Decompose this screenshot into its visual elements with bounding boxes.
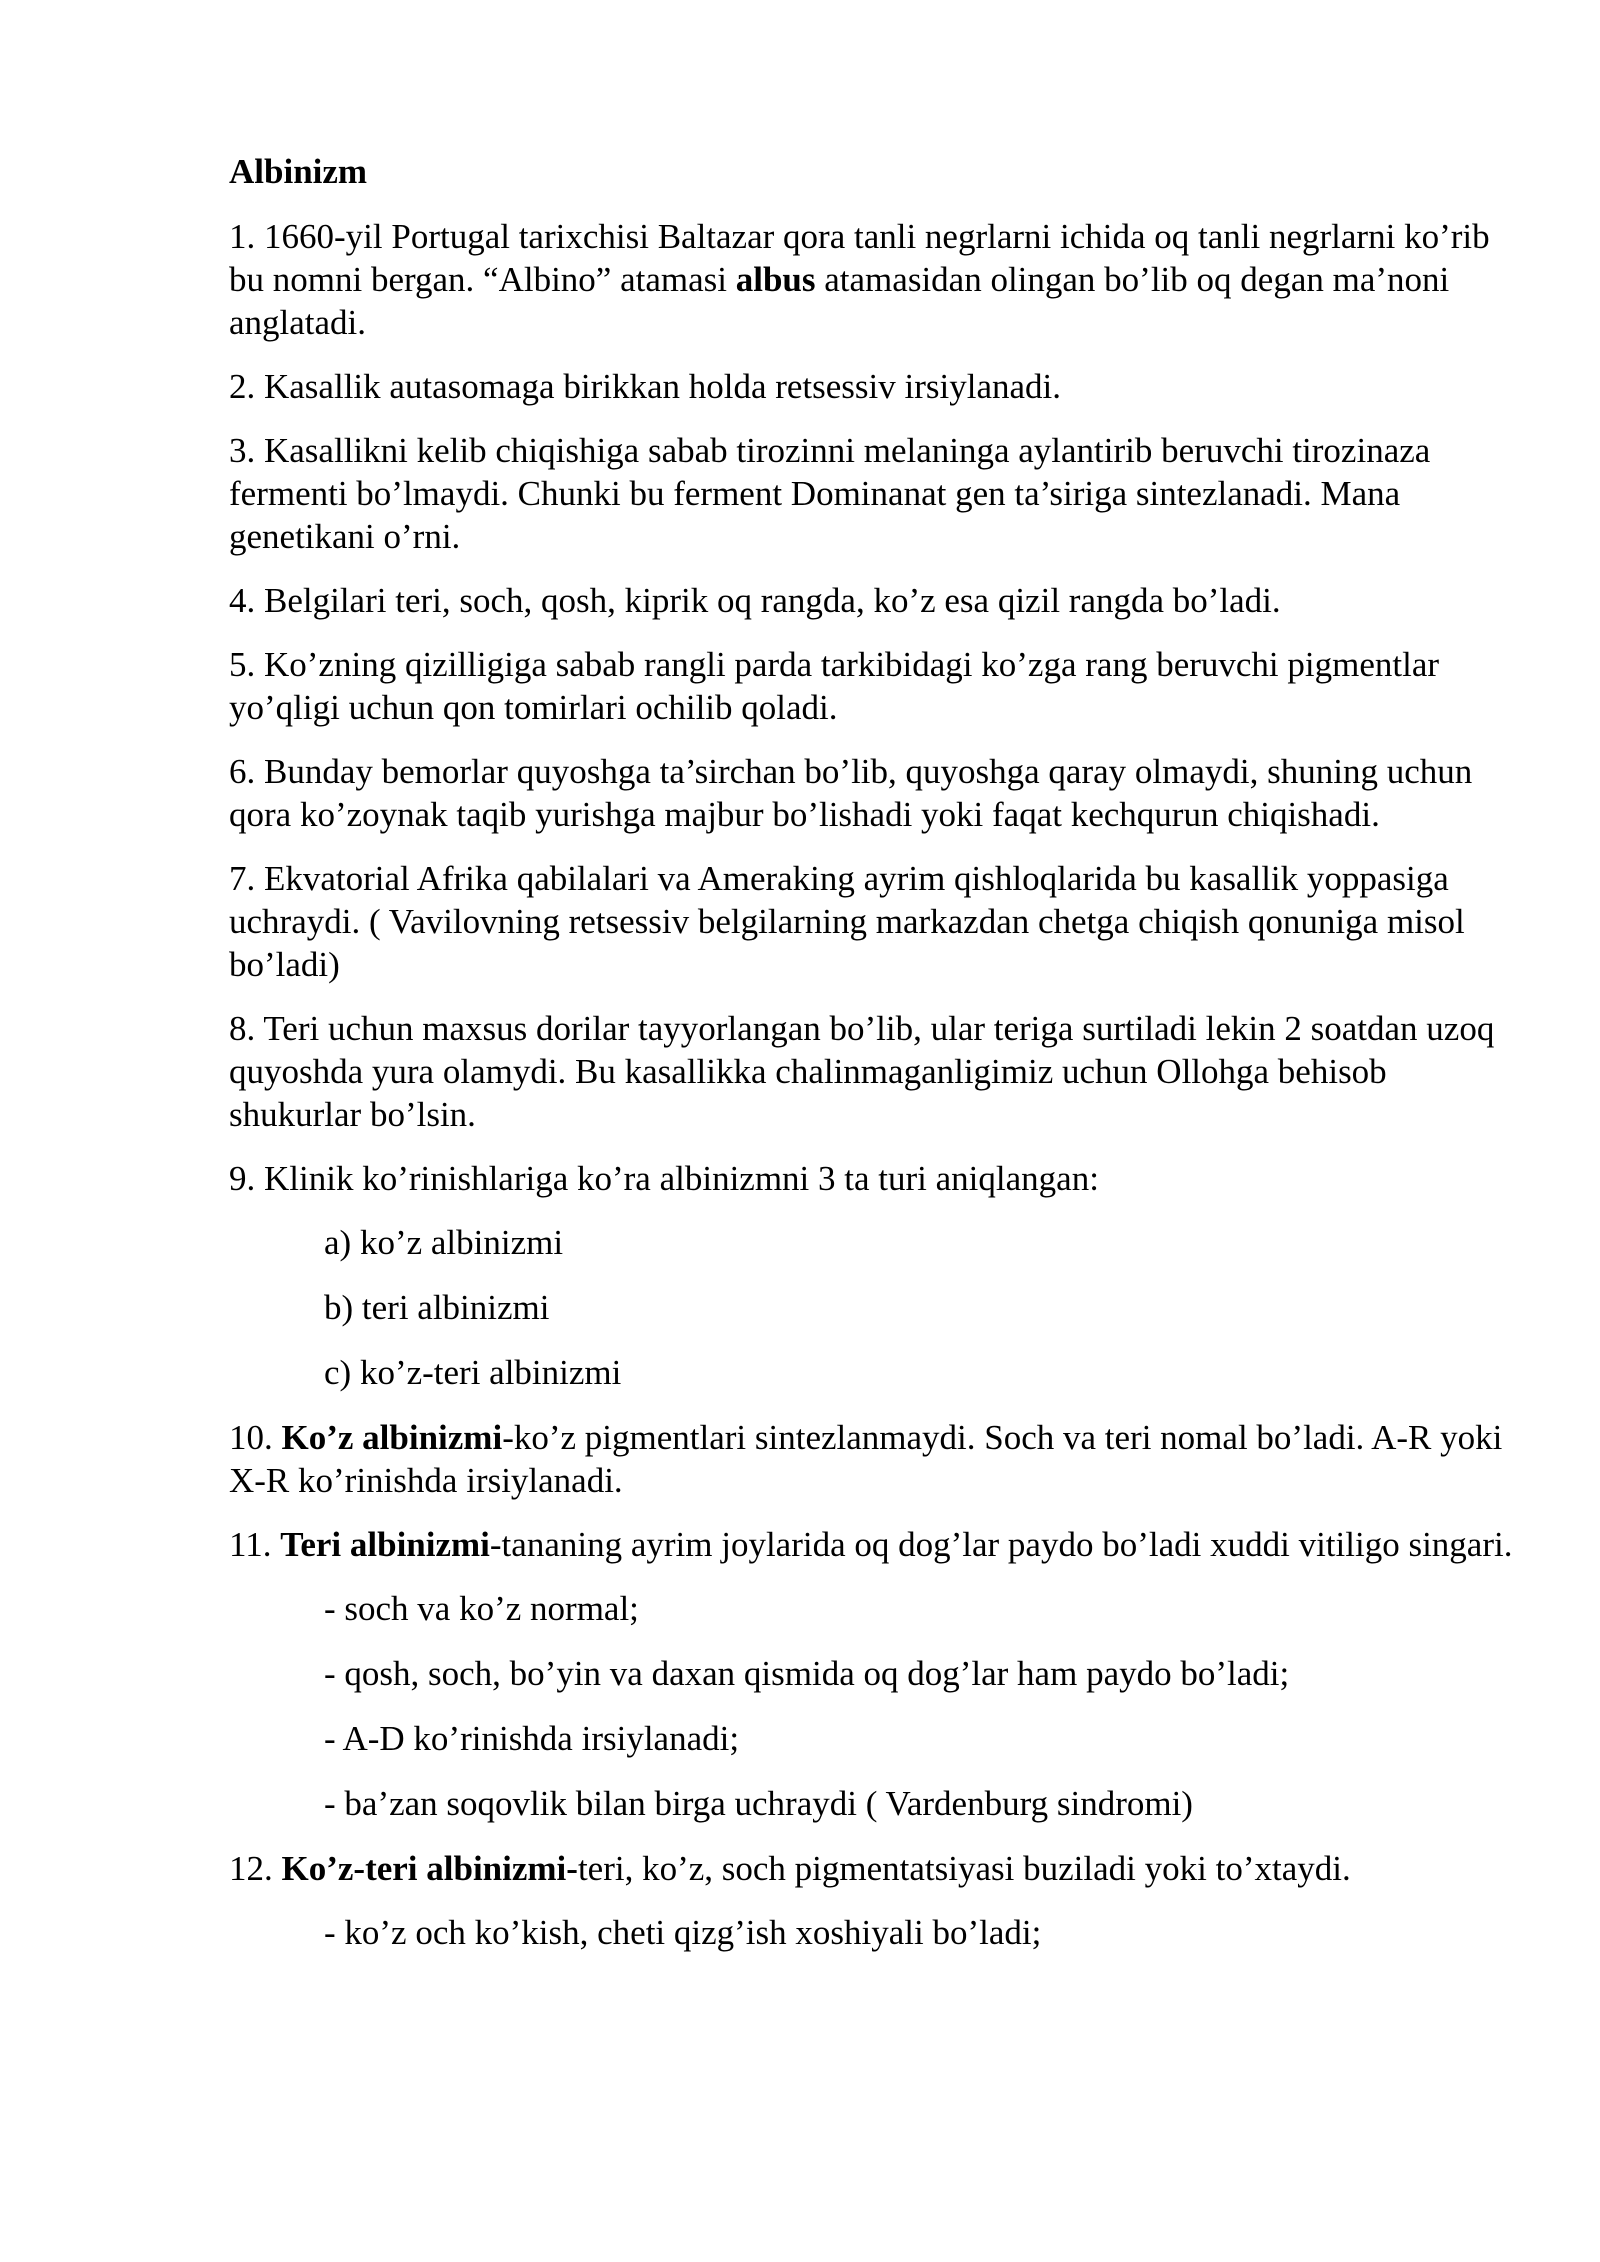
document-title: Albinizm [229,152,368,191]
list-item: c) ko’z-teri albinizmi [324,1353,622,1392]
paragraph-11 [229,1523,1519,1566]
paragraph-4: 4. Belgilari teri, soch, qosh, kiprik oq rangda, ko’z esa qizil rangda bo’ladi. [229,581,1281,620]
list-item: b) teri albinizmi [324,1288,550,1327]
paragraph-10-text: -ko’z pigmentlari sintezlanmaydi. Soch va teri nomal bo’ladi. A-R yoki X-R ko’rinishda irsiylanadi. [229,1418,1503,1500]
paragraph-3: 3. Kasallikni kelib chiqishiga sabab tirozinni melaninga aylantirib beruvchi tirozinaza fermenti bo’lmaydi. Chunki bu ferment Dominanat gen ta’siriga sintezlanadi. Mana genetikani o’rni. [229,431,1431,556]
paragraph-11-text: -tananing ayrim joylarida oq dog’lar paydo bo’ladi xuddi vitiligo singari. [489,1525,1513,1564]
paragraph-8: 8. Teri uchun maxsus dorilar tayyorlangan bo’lib, ular teriga surtiladi lekin 2 soatdan uzoq quyoshda yura olamydi. Bu kasallikka chalinmaganligimiz uchun Ollohga behisob shukurlar bo’lsin. [229,1009,1495,1134]
paragraph-7: 7. Ekvatorial Afrika qabilalari va Ameraking ayrim qishloqlarida bu kasallik yoppasiga uchraydi. ( Vavilovning retsessiv belgilarning markazdan chetga chiqish qonuniga misol bo’ladi) [229,859,1465,984]
list-item: - qosh, soch, bo’yin va daxan qismida oq dog’lar ham paydo bo’ladi; [324,1654,1290,1693]
paragraph-9: 9. Klinik ko’rinishlariga ko’ra albinizmni 3 ta turi aniqlangan: [229,1159,1099,1198]
paragraph-5: 5. Ko’zning qizilligiga sabab rangli parda tarkibidagi ko’zga rang beruvchi pigmentlar yo’qligi uchun qon tomirlari ochilib qoladi. [229,645,1440,727]
list-item: - ko’z och ko’kish, cheti qizg’ish xoshiyali bo’ladi; [324,1913,1042,1952]
paragraph-12-number: 12. [229,1849,282,1888]
list-item: a) ko’z albinizmi [324,1223,564,1262]
paragraph-1-bold-term: albus [735,260,816,299]
paragraph-10-number: 10. [229,1418,282,1457]
paragraph-1 [229,215,1519,344]
list-item: - soch va ko’z normal; [324,1589,639,1628]
list-item: - ba’zan soqovlik bilan birga uchraydi ( Vardenburg sindromi) [324,1784,1193,1823]
paragraph-10-bold-term: Ko’z albinizmi [281,1418,503,1457]
paragraph-10 [229,1416,1519,1502]
paragraph-11-number: 11. [229,1525,281,1564]
paragraph-1-text-start: 1. 1660-yil Portugal tarixchisi Baltazar qora tanli negrlarni ichida oq tanli negrlarni ko’rib bu nomni bergan. “Albino” atamasi [229,217,1490,299]
paragraph-12-bold-term: Ko’z-teri albinizmi- [281,1849,578,1888]
list-item: - A-D ko’rinishda irsiylanadi; [324,1719,740,1758]
paragraph-12-text: teri, ko’z, soch pigmentatsiyasi buziladi yoki to’xtaydi. [577,1849,1351,1888]
paragraph-1-text-end: atamasidan olingan bo’lib oq degan ma’noni anglatadi. [229,260,1450,342]
paragraph-2: 2. Kasallik autasomaga birikkan holda retsessiv irsiylanadi. [229,367,1062,406]
paragraph-6: 6. Bunday bemorlar quyoshga ta’sirchan bo’lib, quyoshga qaray olmaydi, shuning uchun qora ko’zoynak taqib yurishga majbur bo’lishadi yoki faqat kechqurun chiqishadi. [229,752,1473,834]
document-body [229,150,1519,1976]
paragraph-11-bold-term: Teri albinizmi [280,1525,490,1564]
paragraph-12 [229,1847,1519,1890]
